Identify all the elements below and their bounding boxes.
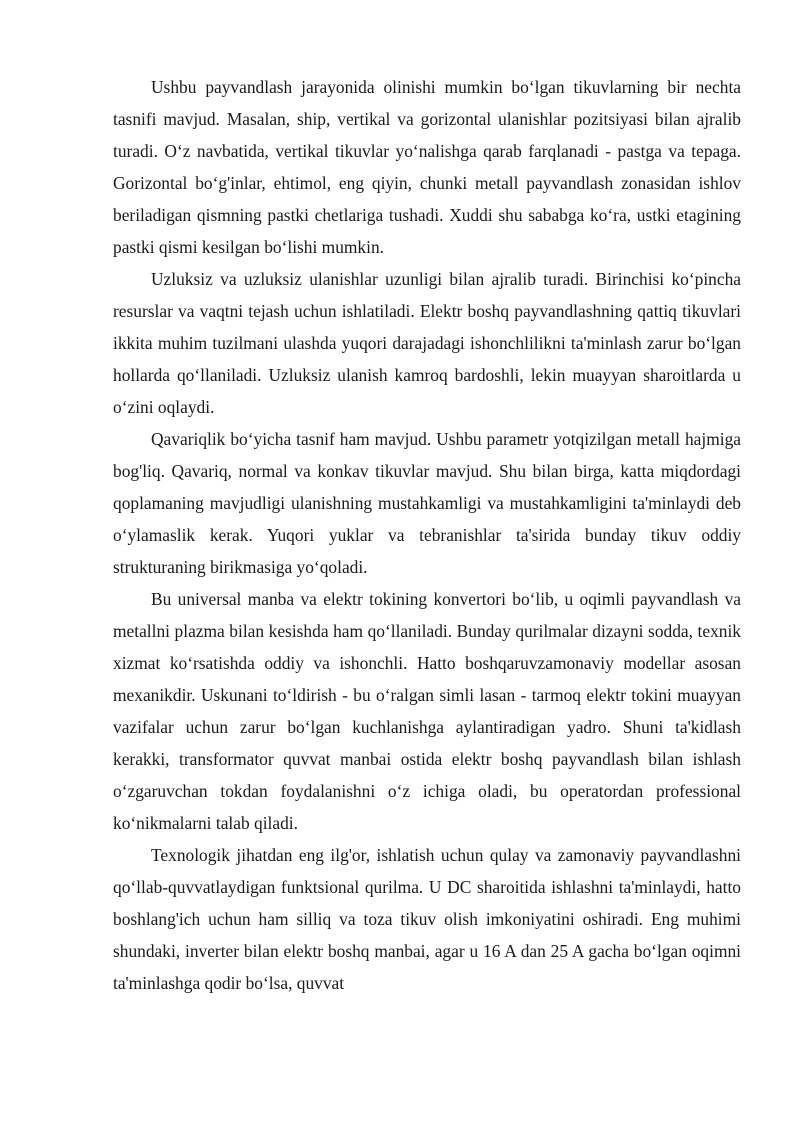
paragraph-5: Texnologik jihatdan eng ilg'or, ishlatish uchun qulay va zamonaviy payvandlashni qoʻllab-quvvatlaydigan funktsional qurilma. U DC sharoitida ishlashni ta'minlaydi, hatto boshlang'ich uchun ham silliq va toza tikuv olish imkoniyatini oshiradi. Eng muhimi shundaki, inverter bilan elektr boshq manbai, agar u 16 A dan 25 A gacha boʻlgan oqimni ta'minlashga qodir boʻlsa, quvvat [113, 845, 741, 993]
document-page [113, 71, 741, 999]
paragraph-1: Ushbu payvandlash jarayonida olinishi mumkin boʻlgan tikuvlarning bir nechta tasnifi mavjud. Masalan, ship, vertikal va gorizontal ulanishlar pozitsiyasi bilan ajralib turadi. Oʻz navbatida, vertikal tikuvlar yoʻnalishga qarab farqlanadi - pastga va tepaga. Gorizontal boʻg'inlar, ehtimol, eng qiyin, chunki metall payvandlash zonasidan ishlov beriladigan qismning pastki chetlariga tushadi. Xuddi shu sababga koʻra, ustki etagining pastki qismi kesilgan boʻlishi mumkin. [113, 77, 741, 257]
paragraph-3: Qavariqlik boʻyicha tasnif ham mavjud. Ushbu parametr yotqizilgan metall hajmiga bog'liq. Qavariq, normal va konkav tikuvlar mavjud. Shu bilan birga, katta miqdordagi qoplamaning mavjudligi ulanishning mustahkamligi va mustahkamligini ta'minlaydi deb oʻylamaslik kerak. Yuqori yuklar va tebranishlar ta'sirida bunday tikuv oddiy strukturaning birikmasiga yoʻqoladi. [113, 429, 741, 577]
paragraph-2: Uzluksiz va uzluksiz ulanishlar uzunligi bilan ajralib turadi. Birinchisi koʻpincha resurslar va vaqtni tejash uchun ishlatiladi. Elektr boshq payvandlashning qattiq tikuvlari ikkita muhim tuzilmani ulashda yuqori darajadagi ishonchlilikni ta'minlash zarur boʻlgan hollarda qoʻllaniladi. Uzluksiz ulanish kamroq bardoshli, lekin muayyan sharoitlarda u oʻzini oqlaydi. [113, 269, 741, 417]
paragraph-4: Bu universal manba va elektr tokining konvertori boʻlib, u oqimli payvandlash va metallni plazma bilan kesishda ham qoʻllaniladi. Bunday qurilmalar dizayni sodda, texnik xizmat koʻrsatishda oddiy va ishonchli. Hatto boshqaruvzamonaviy modellar asosan mexanikdir. Uskunani toʻldirish - bu oʻralgan simli lasan - tarmoq elektr tokini muayyan vazifalar uchun zarur boʻlgan kuchlanishga aylantiradigan yadro. Shuni ta'kidlash kerakki, transformator quvvat manbai ostida elektr boshq payvandlash bilan ishlash oʻzgaruvchan tokdan foydalanishni oʻz ichiga oladi, bu operatordan professional koʻnikmalarni talab qiladi. [113, 589, 741, 833]
